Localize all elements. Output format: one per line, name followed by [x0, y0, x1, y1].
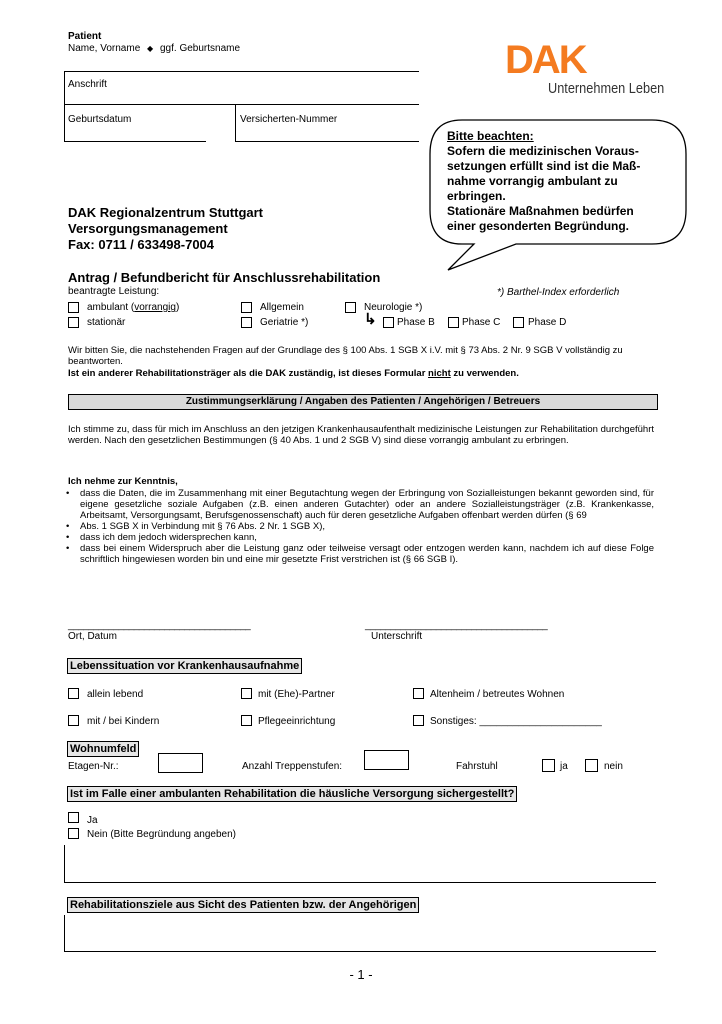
housing-header: Wohnumfeld: [67, 741, 139, 757]
stationaer-label: stationär: [87, 317, 126, 328]
allgemein-label: Allgemein: [260, 302, 304, 313]
checkbox-children[interactable]: [68, 715, 79, 726]
field-divider: [235, 104, 236, 142]
home-label: Altenheim / betreutes Wohnen: [430, 689, 565, 700]
place-date-label: Ort, Datum: [68, 631, 117, 642]
stairs-input[interactable]: [364, 750, 409, 770]
insurance-label: Versicherten-Nummer: [240, 114, 338, 125]
checkbox-phase-c[interactable]: [448, 317, 459, 328]
insurance-line[interactable]: [235, 141, 419, 142]
phase-d-label: Phase D: [528, 317, 567, 328]
dak-logo: DAK: [505, 38, 586, 82]
birthdate-label: Geburtsdatum: [68, 114, 132, 125]
list-item: • Abs. 1 SGB X in Verbindung mit § 76 Abs. 2 Nr. 1 SGB X),: [64, 521, 654, 532]
notice-title: Ich nehme zur Kenntnis,: [68, 476, 178, 487]
living-header: Lebenssituation vor Krankenhausaufnahme: [67, 658, 302, 674]
signature-line[interactable]: ____________________________________: [365, 620, 548, 631]
checkbox-phase-b[interactable]: [383, 317, 394, 328]
consent-paragraph: Ich stimme zu, dass für mich im Anschluss an den jetzigen Krankenhausaufenthalt medizinische Leistungen zur Rehabilitation durchgeführt werden. Nach den gesetzlichen Bestimmungen (§ 40 Abs. 1 und 2 SGB V) sind diese vorrangig ambulant zu erbringen.: [68, 424, 654, 446]
alone-label: allein lebend: [87, 689, 144, 700]
checkbox-elevator-no[interactable]: [585, 759, 598, 772]
place-date-line[interactable]: ____________________________________: [68, 620, 251, 631]
address-line[interactable]: [64, 104, 419, 105]
intro-text: Wir bitten Sie, die nachstehenden Fragen auf der Grundlage des § 100 Abs. 1 SGB X i.V. mit § 73 Abs. 2 Nr. 9 SGB V vollständig zu beantworten.: [68, 345, 623, 367]
care-reason-border: [64, 845, 65, 882]
neurologie-label: Neurologie *): [364, 302, 423, 313]
diamond-icon: ◆: [147, 44, 154, 53]
care-question-header: Ist im Falle einer ambulanten Rehabilitation die häusliche Versorgung sichergestellt?: [67, 786, 517, 802]
checkbox-other[interactable]: [413, 715, 424, 726]
partner-label: mit (Ehe)-Partner: [258, 689, 335, 700]
birthdate-line[interactable]: [64, 141, 206, 142]
checkbox-home[interactable]: [413, 688, 424, 699]
address-left-border: [64, 71, 65, 104]
form-title: Antrag / Befundbericht für Anschlussrehabilitation: [68, 270, 381, 285]
goals-border: [64, 915, 65, 951]
notice-text: Bitte beachten: Sofern die medizinischen Voraus- setzungen erfüllt sind ist die Maß- nahme vorrangig ambulant zu erbringen. Stationäre Maßnahmen bedürfen einer gesonderten Begründung.: [447, 129, 641, 233]
checkbox-ambulant[interactable]: [68, 302, 79, 313]
goals-header: Rehabilitationsziele aus Sicht des Patienten bzw. der Angehörigen: [67, 897, 419, 913]
regional-center: DAK Regionalzentrum Stuttgart Versorgungsmanagement Fax: 0711 / 633498-7004: [68, 205, 263, 252]
elevator-no-label: nein: [604, 761, 623, 772]
name-line[interactable]: [64, 71, 419, 72]
floor-input[interactable]: [158, 753, 203, 773]
checkbox-care-no[interactable]: [68, 828, 79, 839]
care-label: Pflegeeinrichtung: [258, 716, 336, 727]
goals-line[interactable]: [64, 951, 656, 952]
barthel-note: *) Barthel-Index erforderlich: [497, 287, 620, 298]
care-no-label: Nein (Bitte Begründung angeben): [87, 829, 236, 840]
signature-label: Unterschrift: [371, 631, 423, 642]
ambulant-label: ambulant (vorrangig): [87, 302, 180, 313]
intro-bold: Ist ein anderer Rehabilitationsträger als die DAK zuständig, ist dieses Formular nicht zu verwenden.: [68, 368, 519, 379]
geriatrie-label: Geriatrie *): [260, 317, 309, 328]
floor-label: Etagen-Nr.:: [68, 761, 119, 772]
list-item: • dass bei einem Widerspruch aber die Leistung ganz oder teilweise versagt oder entzogen werden kann, nachdem ich auf diese Folge schriftlich hingewiesen worden bin und eine mir gesetzte Frist verstrichen ist (§ 66 SGB I).: [64, 543, 654, 565]
checkbox-neurologie[interactable]: [345, 302, 356, 313]
elevator-yes-label: ja: [560, 761, 568, 772]
checkbox-allgemein[interactable]: [241, 302, 252, 313]
checkbox-care-yes[interactable]: [68, 812, 79, 823]
phase-b-label: Phase B: [397, 317, 435, 328]
checkbox-alone[interactable]: [68, 688, 79, 699]
care-reason-line[interactable]: [64, 882, 656, 883]
requested-label: beantragte Leistung:: [68, 286, 160, 297]
birthdate-left-border: [64, 104, 65, 142]
list-item: • dass die Daten, die im Zusammenhang mit einer Begutachtung wegen der Erbringung von Sozialleistungen bekannt geworden sind, für eigene gesetzliche soziale Aufgaben (z.B. einen anderen Gutachter) oder an andere Sozialleistungsträger (z.B. Krankenkasse, Arbeitsamt, Versorgungsamt, Berufsgenossenschaft) auch für deren gesetzliche Aufgaben offenbart werden dürfen (§ 69: [64, 488, 654, 521]
care-yes-label: Ja: [87, 815, 98, 826]
list-item: • dass ich dem jedoch widersprechen kann,: [64, 532, 654, 543]
consent-header: Zustimmungserklärung / Angaben des Patienten / Angehörigen / Betreuers: [68, 394, 658, 410]
checkbox-stationaer[interactable]: [68, 317, 79, 328]
other-label: Sonstiges: ______________________: [430, 716, 602, 727]
page-number: - 1 -: [349, 967, 373, 982]
patient-heading: Patient: [68, 31, 102, 42]
address-label: Anschrift: [68, 79, 107, 90]
consent-bullets: [64, 488, 654, 565]
children-label: mit / bei Kindern: [87, 716, 160, 727]
logo-slogan: Unternehmen Leben: [548, 80, 665, 97]
checkbox-elevator-yes[interactable]: [542, 759, 555, 772]
name-label: Name, Vorname ◆ ggf. Geburtsname: [68, 43, 241, 54]
elevator-label: Fahrstuhl: [456, 761, 498, 772]
checkbox-geriatrie[interactable]: [241, 317, 252, 328]
phase-c-label: Phase C: [462, 317, 501, 328]
arrow-icon: ↳: [364, 311, 377, 328]
checkbox-partner[interactable]: [241, 688, 252, 699]
checkbox-phase-d[interactable]: [513, 317, 524, 328]
checkbox-care[interactable]: [241, 715, 252, 726]
stairs-label: Anzahl Treppenstufen:: [242, 761, 343, 772]
